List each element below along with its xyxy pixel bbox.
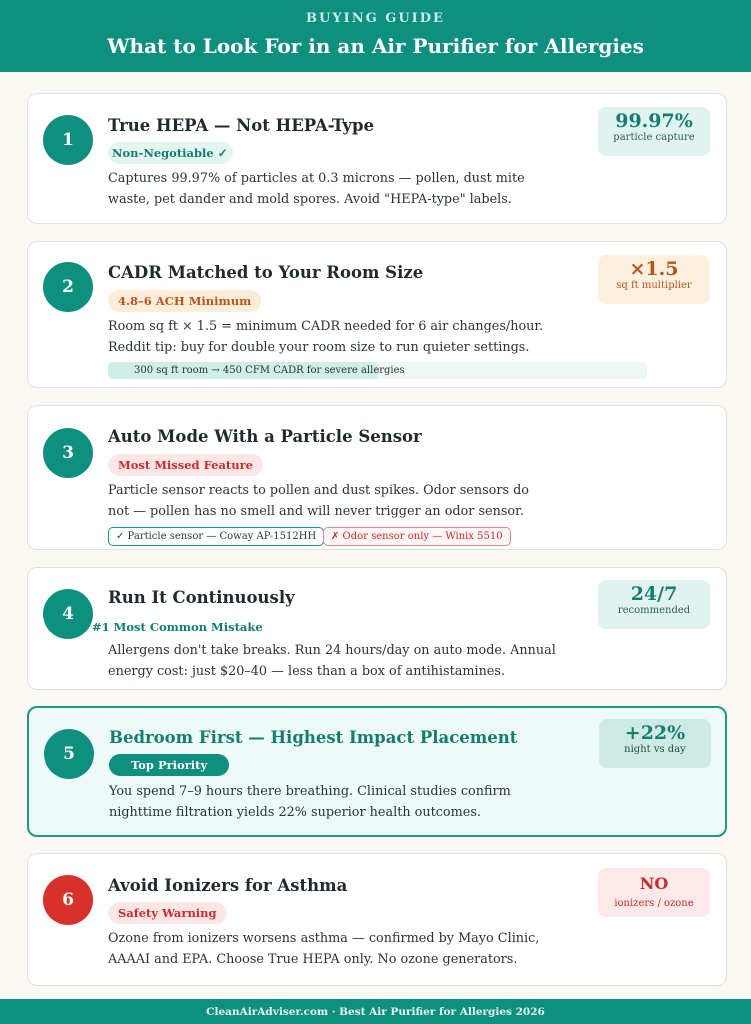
- stat-box: [598, 255, 710, 304]
- card-cadr: [27, 241, 727, 388]
- card-title: CADR Matched to Your Room Size: [108, 263, 424, 282]
- step-number-3: 3: [43, 428, 93, 478]
- card-badge: Non-Negotiable ✓: [108, 142, 233, 164]
- stat-value: 99.97%: [615, 110, 693, 132]
- room-size-example-bar: [108, 362, 647, 379]
- stat-value: +22%: [624, 722, 686, 744]
- bar-text: 300 sq ft room → 450 CFM CADR for severe allergies: [134, 365, 405, 376]
- card-title: Auto Mode With a Particle Sensor: [108, 427, 422, 446]
- step-number-6: 6: [43, 875, 93, 925]
- card-description: Allergens don't take breaks. Run 24 hours/day on auto mode. Annual energy cost: just $20–40 — less than a box of antihistamines.: [108, 643, 556, 679]
- card-description: Captures 99.97% of particles at 0.3 microns — pollen, dust mite waste, pet dander and mold spores. Avoid "HEPA-type" labels.: [108, 171, 525, 207]
- stat-box: [598, 580, 710, 629]
- card-description: You spend 7–9 hours there breathing. Clinical studies confirm nighttime filtration yields 22% superior health outcomes.: [109, 784, 511, 820]
- card-title: Bedroom First — Highest Impact Placement: [109, 728, 518, 747]
- stat-label: sq ft multiplier: [616, 280, 692, 291]
- stat-label: night vs day: [624, 744, 686, 755]
- odor-sensor-tag: ✗ Odor sensor only — Winix 5510: [323, 527, 511, 546]
- card-badge: Most Missed Feature: [108, 454, 263, 476]
- card-description: Room sq ft × 1.5 = minimum CADR needed for 6 air changes/hour. Reddit tip: buy for double your room size to run quieter settings.: [108, 319, 544, 355]
- card-title: Run It Continuously: [108, 588, 295, 607]
- page-header: [0, 0, 751, 72]
- stat-box: [598, 107, 710, 156]
- card-true-hepa: [27, 93, 727, 224]
- stat-value: NO: [639, 874, 669, 893]
- particle-sensor-tag: ✓ Particle sensor — Coway AP-1512HH: [108, 527, 324, 546]
- card-title: Avoid Ionizers for Asthma: [108, 876, 348, 895]
- card-run-continuously: [27, 567, 727, 690]
- stat-label: ionizers / ozone: [614, 898, 694, 909]
- stat-value: 24/7: [630, 583, 678, 605]
- card-auto-mode: [27, 405, 727, 550]
- card-bedroom-first: [27, 706, 727, 837]
- card-badge: 4.8–6 ACH Minimum: [108, 290, 261, 312]
- step-number-4: 4: [43, 589, 93, 639]
- step-number-2: 2: [43, 262, 93, 312]
- stat-label: particle capture: [613, 132, 695, 143]
- page-footer: [0, 999, 751, 1024]
- header-eyebrow: BUYING GUIDE: [306, 11, 445, 26]
- stat-box: [599, 719, 711, 768]
- stat-label: recommended: [617, 605, 691, 616]
- step-number-5: 5: [44, 729, 94, 779]
- step-number-1: 1: [43, 115, 93, 165]
- card-description: Ozone from ionizers worsens asthma — confirmed by Mayo Clinic, AAAAI and EPA. Choose True HEPA only. No ozone generators.: [108, 931, 540, 967]
- stat-box: [598, 868, 710, 917]
- card-avoid-ionizers: [27, 853, 727, 986]
- card-title: True HEPA — Not HEPA-Type: [108, 116, 375, 135]
- card-badge: Top Priority: [109, 754, 229, 776]
- card-description: Particle sensor reacts to pollen and dust spikes. Odor sensors do not — pollen has no smell and will never trigger an odor sensor.: [108, 483, 529, 519]
- card-badge: Safety Warning: [108, 902, 227, 924]
- page-title: What to Look For in an Air Purifier for Allergies: [107, 34, 644, 58]
- footer-text: CleanAirAdviser.com · Best Air Purifier for Allergies 2026: [206, 1005, 545, 1018]
- card-badge: #1 Most Common Mistake: [92, 620, 263, 634]
- stat-value: ×1.5: [629, 258, 679, 280]
